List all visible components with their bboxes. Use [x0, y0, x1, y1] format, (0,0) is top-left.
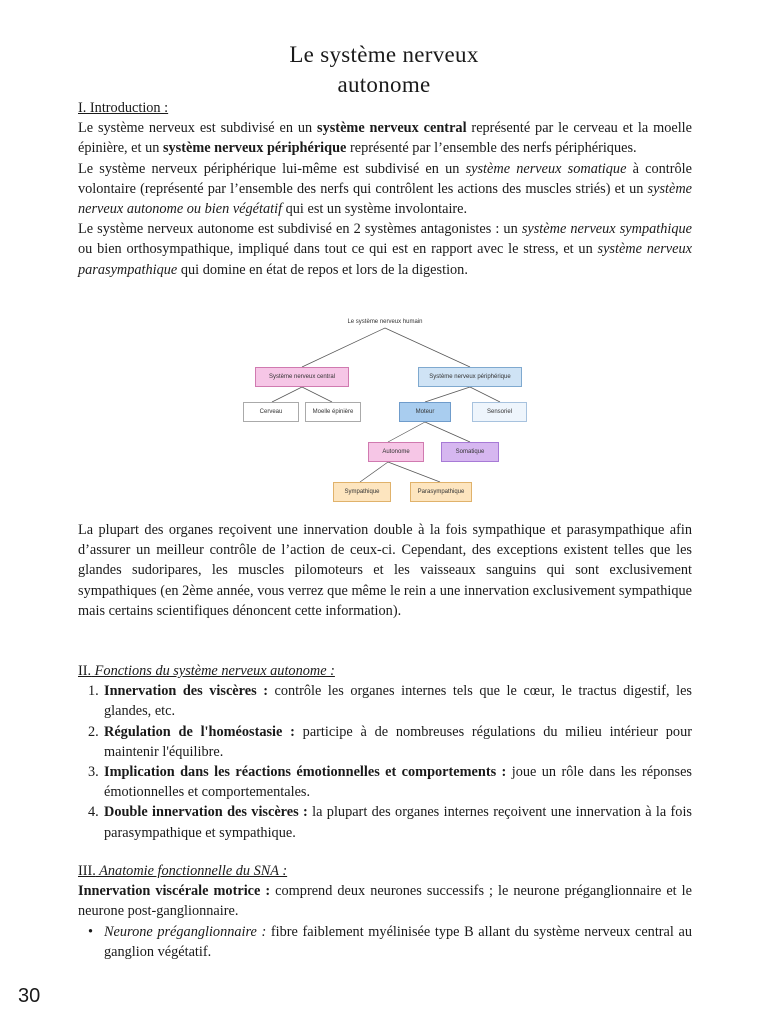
- function-item: 1. Innervation des viscères : contrôle les organes internes tels que le cœur, le tractus digestif, les glandes, etc.: [88, 683, 692, 720]
- anatomy-list-item: • Neurone préganglionnaire : fibre faiblement myélinisée type B allant du système nerveux central au ganglion végétatif.: [88, 923, 692, 960]
- node-somatic: Somatique: [441, 442, 499, 462]
- bullet-icon: •: [88, 923, 94, 940]
- node-spinal-cord: Moelle épinière: [305, 402, 361, 422]
- functions-heading: II. Fonctions du système nerveux autonome :: [78, 663, 335, 679]
- node-parasympathetic: Parasympathique: [410, 482, 472, 502]
- node-autonomic: Autonome: [368, 442, 424, 462]
- function-item: 3. Implication dans les réactions émotionnelles et comportements : joue un rôle dans les réponses émotionnelles et comportementales.: [88, 764, 692, 801]
- anatomy-heading: III. Anatomie fonctionnelle du SNA :: [78, 863, 288, 879]
- intro-paragraph-2: Le système nerveux périphérique lui-même est subdivisé en un système nerveux somatique à contrôle volontaire (représenté par l’ensemble des nerfs qui contrôlent les actions des muscles striés) et un système nerveux autonome ou bien végétatif qui est un système involontaire.: [78, 160, 692, 218]
- page-title: [0, 40, 768, 100]
- nervous-system-diagram: [230, 312, 540, 512]
- anatomy-section: [78, 861, 692, 962]
- node-peripheral: Système nerveux périphérique: [418, 367, 522, 387]
- page-number: 30: [18, 985, 41, 1007]
- node-sympathetic: Sympathique: [333, 482, 391, 502]
- node-central: Système nerveux central: [255, 367, 349, 387]
- title-line-2: autonome: [337, 72, 431, 97]
- function-item: 2. Régulation de l'homéostasie : participe à de nombreuses régulations du milieu intérieur pour maintenir l'équilibre.: [88, 723, 692, 760]
- innervation-paragraph: La plupart des organes reçoivent une innervation double à la fois sympathique et parasympathique afin d’assurer un meilleur contrôle de l’action de ceux-ci. Cependant, des exceptions existent telles que les glandes sudoripares, les muscles pilomoteurs et les vaisseaux sanguins qui sont exclusivement sympathiques (en 2ème année, vous verrez que même le rein a une innervation exclusivement sympathique mais certains scientifiques dénoncent cette information).: [78, 522, 692, 619]
- intro-paragraph-3: Le système nerveux autonome est subdivisé en 2 systèmes antagonistes : un système nerveux sympathique ou bien orthosympathique, impliqué dans tout ce qui est en rapport avec le stress, et un système nerveux parasympathique qui domine en état de repos et lors de la digestion.: [78, 221, 692, 278]
- anatomy-list: [78, 922, 692, 962]
- node-motor: Moteur: [399, 402, 451, 422]
- intro-section: [78, 98, 692, 280]
- function-item: 4. Double innervation des viscères : la plupart des organes internes reçoivent une innervation à la fois parasympathique et sympathique.: [88, 804, 692, 841]
- diagram-root-label: Le système nerveux humain: [347, 319, 423, 325]
- node-sensory: Sensoriel: [472, 402, 527, 422]
- anatomy-paragraph: Innervation viscérale motrice : comprend deux neurones successifs ; le neurone préganglionnaire et le neurone post-ganglionnaire.: [78, 883, 692, 920]
- intro-heading: I. Introduction :: [78, 100, 169, 116]
- functions-list: [78, 681, 692, 843]
- functions-section: [78, 661, 692, 843]
- title-line-1: Le système nerveux: [289, 42, 479, 67]
- node-brain: Cerveau: [243, 402, 299, 422]
- intro-paragraph-1: Le système nerveux est subdivisé en un système nerveux central représenté par le cerveau et la moelle épinière, et un système nerveux périphérique représenté par l’ensemble des nerfs périphériques.: [78, 120, 692, 157]
